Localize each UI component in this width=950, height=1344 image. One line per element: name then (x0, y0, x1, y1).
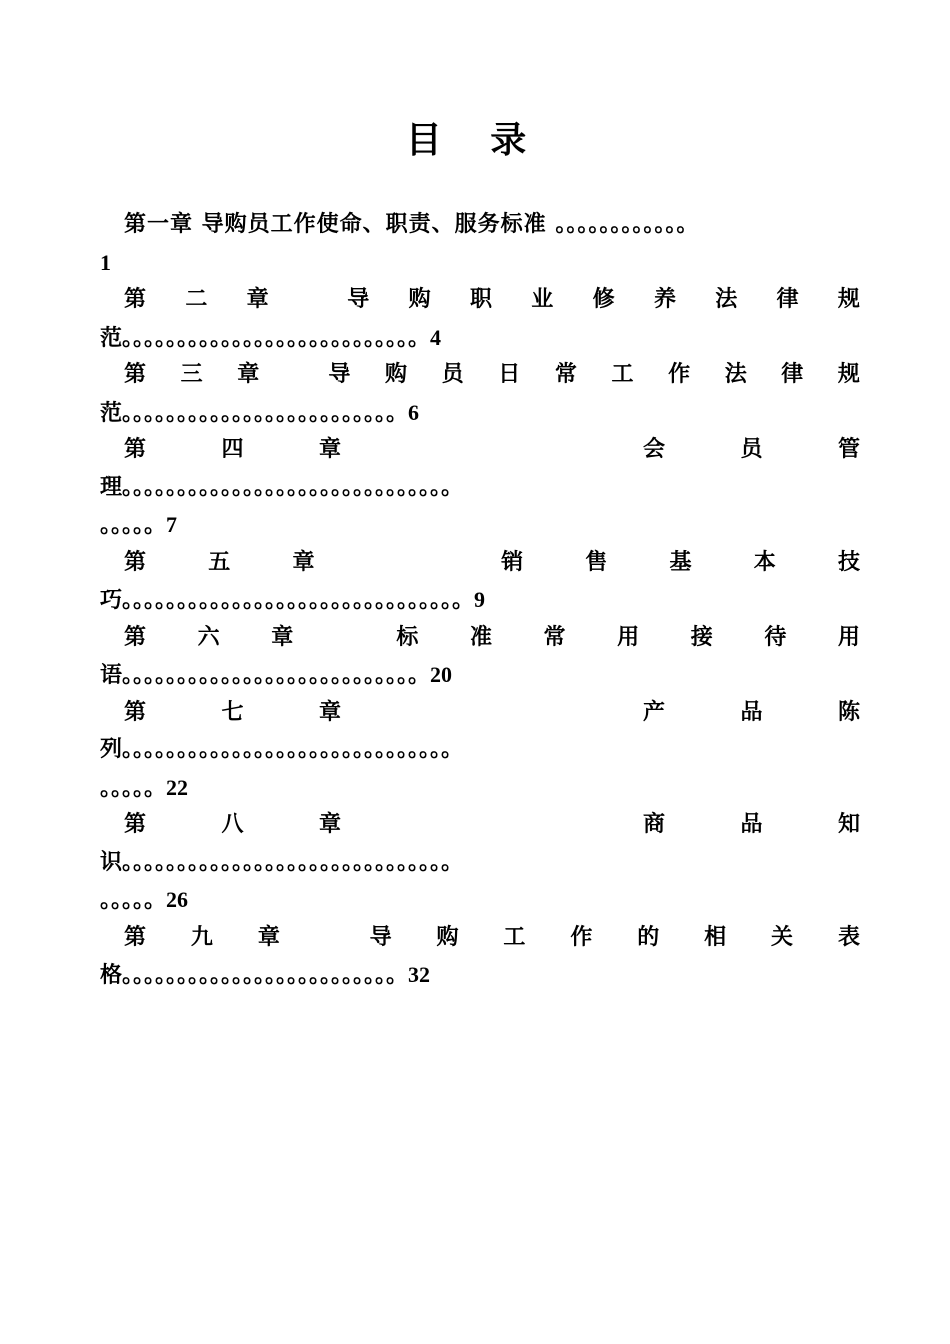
toc-page-number: 7 (166, 512, 178, 537)
toc-heading-char: 相 (704, 923, 727, 950)
toc-entry-5-continuation-line (100, 581, 860, 619)
toc-heading-tail: 格 (100, 962, 123, 988)
toc-heading-char: 用 (837, 623, 860, 650)
toc-entry-heading: 第一章 导购员工作使命、职责、服务标准 (124, 211, 556, 237)
toc-heading-char: 品 (740, 698, 763, 725)
toc-heading-char: 工 (611, 361, 634, 387)
toc-heading-char: 章 (237, 361, 260, 387)
toc-leader-dots: 。。。。。。。。。。。。。。。。。。。。。。。。。 (122, 962, 409, 988)
toc-heading-char: 关 (771, 923, 794, 950)
toc-heading-tail: 语 (100, 662, 123, 688)
toc-heading-char: 购 (436, 923, 459, 950)
toc-leader-dots: 。。。。。。。。。。。。。。。。。。。。。。。。。。。 (122, 662, 431, 688)
toc-entry-7-heading-line (100, 694, 860, 732)
toc-heading-char: 导 (328, 361, 351, 387)
toc-heading-char: 章 (271, 623, 294, 650)
toc-heading-char: 商 (642, 811, 665, 837)
toc-heading-char: 章 (319, 811, 342, 837)
toc-leader-dots: 。。。。。。。。。。。。。。。。。。。。。。。。。。。。。。。 (122, 587, 475, 613)
toc-entry-9-heading-line (100, 919, 860, 957)
toc-heading-char: 待 (764, 623, 787, 650)
toc-heading-char: 用 (617, 623, 640, 650)
toc-heading-char: 八 (221, 811, 244, 837)
toc-entry-4-page-line (100, 506, 860, 544)
toc-page-number: 26 (166, 887, 189, 912)
toc-heading-char: 九 (190, 923, 213, 950)
toc-heading-char: 导 (369, 923, 392, 950)
toc-heading-char: 技 (837, 548, 860, 575)
toc-heading-char: 第 (124, 698, 147, 725)
toc-heading-char: 规 (837, 286, 860, 312)
toc-heading-char: 会 (642, 436, 665, 462)
toc-heading-char: 律 (781, 361, 804, 387)
toc-heading-char: 第 (124, 361, 147, 387)
toc-heading-char: 产 (642, 698, 665, 725)
toc-heading-char: 章 (292, 548, 315, 575)
toc-entry-2-continuation-line (100, 319, 860, 357)
toc-heading-char: 准 (469, 623, 492, 650)
toc-heading-char: 导 (347, 286, 370, 312)
toc-leader-dots: 。。。。。。。。。。。。。。。。。。。。。。。。。。。 (122, 324, 431, 351)
toc-leader-dots: 。。。。。。。。。。。。。。。。。。。。。。。。。。。。。。 (122, 848, 464, 875)
toc-heading-char: 员 (740, 436, 763, 462)
toc-entry-8-heading-line (100, 806, 860, 844)
toc-heading-char: 销 (501, 548, 524, 575)
toc-heading-tail: 巧 (100, 587, 123, 613)
toc-heading-char: 作 (570, 923, 593, 950)
toc-heading-tail: 范 (100, 399, 123, 426)
toc-heading-char: 法 (724, 361, 747, 387)
toc-heading-char: 品 (740, 811, 763, 837)
toc-heading-char: 养 (653, 286, 676, 312)
toc-entry-7-page-line (100, 769, 860, 807)
toc-heading-char: 售 (585, 548, 608, 575)
toc-heading-tail: 识 (100, 848, 123, 875)
toc-heading-char: 业 (531, 286, 554, 312)
toc-heading-char: 章 (319, 698, 342, 725)
toc-entry-4-continuation-line (100, 469, 860, 507)
toc-leader-dots: 。。。。。 (100, 774, 167, 801)
toc-page-number: 32 (408, 962, 431, 987)
toc-heading-char: 日 (498, 361, 521, 387)
toc-leader-dots: 。。。。。 (100, 887, 167, 913)
toc-leader-dots: 。。。。。。。。。。。。。。。。。。。。。。。。。。。。。。 (122, 473, 464, 500)
toc-entry-1-heading-line (100, 206, 860, 244)
toc-page-number: 20 (430, 662, 453, 687)
toc-heading-char: 三 (180, 361, 203, 387)
toc-page-number: 9 (474, 587, 486, 612)
toc-heading-char: 第 (124, 811, 147, 837)
toc-entry-1-page-line (100, 244, 860, 282)
toc-entry-3-continuation-line (100, 394, 860, 432)
toc-entry-8-page-line (100, 881, 860, 919)
toc-leader-dots: 。。。。。。。。。。。。 (555, 211, 699, 237)
toc-heading-tail: 列 (100, 736, 123, 762)
toc-heading-char: 第 (124, 548, 147, 575)
toc-heading-char: 本 (753, 548, 776, 575)
toc-heading-char: 工 (503, 923, 526, 950)
toc-entry-3-heading-line (100, 356, 860, 394)
toc-heading-tail: 理 (100, 473, 123, 500)
toc-heading-char: 第 (124, 286, 147, 312)
toc-leader-dots: 。。。。。。。。。。。。。。。。。。。。。。。。。。。。。。 (122, 736, 464, 762)
toc-heading-char: 七 (221, 698, 244, 725)
toc-title: 目 录 (405, 119, 545, 161)
toc-heading-char: 章 (246, 286, 269, 312)
toc-heading-char: 第 (124, 923, 147, 950)
toc-heading-char: 接 (690, 623, 713, 650)
toc-heading-char: 购 (385, 361, 408, 387)
toc-heading-char: 第 (124, 436, 147, 462)
toc-heading-char: 职 (469, 286, 492, 312)
toc-heading-char: 知 (837, 811, 860, 837)
table-of-contents (100, 206, 860, 994)
toc-leader-dots: 。。。。。。。。。。。。。。。。。。。。。。。。。 (122, 399, 409, 426)
toc-heading-char: 六 (197, 623, 220, 650)
toc-entry-8-continuation-line (100, 844, 860, 882)
toc-leader-dots: 。。。。。 (100, 512, 167, 538)
toc-entry-5-heading-line (100, 544, 860, 582)
toc-heading-char: 常 (554, 361, 577, 387)
toc-entry-7-continuation-line (100, 731, 860, 769)
toc-heading-char: 常 (543, 623, 566, 650)
toc-heading-char: 作 (668, 361, 691, 387)
toc-heading-char: 表 (837, 923, 860, 950)
toc-entry-6-continuation-line (100, 656, 860, 694)
toc-page-number: 6 (408, 399, 420, 425)
toc-entry-6-heading-line (100, 619, 860, 657)
toc-heading-char: 法 (715, 286, 738, 312)
toc-heading-char: 基 (669, 548, 692, 575)
toc-heading-tail: 范 (100, 324, 123, 351)
toc-heading-char: 标 (396, 623, 419, 650)
toc-heading-char: 购 (408, 286, 431, 312)
toc-entry-9-continuation-line (100, 956, 860, 994)
toc-heading-char: 章 (257, 923, 280, 950)
toc-heading-char: 修 (592, 286, 615, 312)
toc-heading-char: 五 (208, 548, 231, 575)
toc-heading-char: 管 (837, 436, 860, 462)
toc-heading-char: 陈 (837, 698, 860, 725)
toc-heading-char: 的 (637, 923, 660, 950)
toc-heading-char: 律 (776, 286, 799, 312)
toc-page-number: 1 (100, 249, 111, 275)
toc-entry-2-heading-line (100, 281, 860, 319)
toc-heading-char: 员 (441, 361, 464, 387)
toc-heading-char: 规 (837, 361, 860, 387)
toc-entry-4-heading-line (100, 431, 860, 469)
toc-page-number: 4 (430, 324, 442, 350)
toc-heading-char: 章 (319, 436, 342, 462)
toc-heading-char: 二 (185, 286, 208, 312)
toc-heading-char: 第 (124, 623, 147, 650)
toc-heading-char: 四 (221, 436, 244, 462)
toc-page-number: 22 (166, 774, 189, 800)
